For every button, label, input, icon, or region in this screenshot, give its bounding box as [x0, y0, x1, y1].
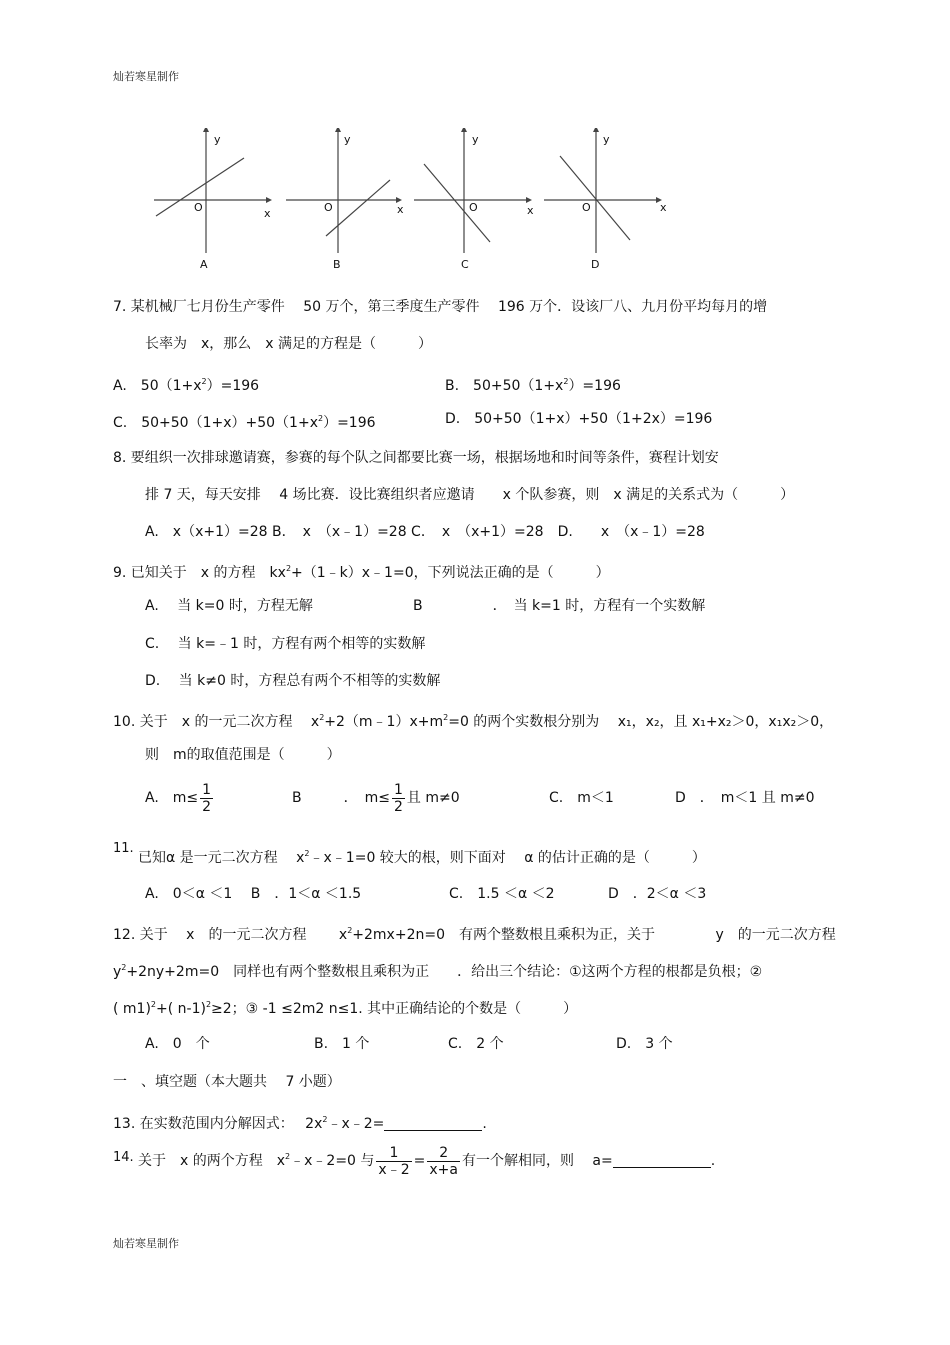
graph-b-caption: B	[333, 258, 341, 271]
q11-options-ab: A. 0＜α ＜1 B ．1＜α ＜1.5	[145, 886, 362, 902]
graph-d-x-label: x	[660, 201, 667, 214]
q13-answer-blank[interactable]	[384, 1116, 482, 1131]
q11-number: 11.	[113, 841, 134, 856]
graph-a-x-label: x	[264, 207, 271, 220]
graph-c-caption: C	[461, 258, 469, 271]
fraction-2-over-x-plus-a: $\frac{2}{x+a}$	[429, 1144, 458, 1178]
graph-d-y-label: y	[603, 133, 610, 146]
graph-a-y-label: y	[214, 133, 221, 146]
q9-option-c: C. 当 k=﹣1 时，方程有两个相等的实数解	[145, 636, 426, 652]
fraction-1-over-x-minus-2: $\frac{1}{x﹣2}$	[378, 1144, 410, 1178]
q12-option-d: D. 3 个	[616, 1036, 673, 1052]
graph-c-origin-label: O	[469, 201, 478, 214]
q10-option-a: A. m≤ $\frac{1}{2}$	[145, 781, 212, 815]
q11-option-c: C. 1.5 ＜α ＜2	[449, 886, 555, 902]
q7-option-a: A. $50(1+x^2)=196$	[113, 377, 260, 394]
q8-options: A. x（x+1）=28 B． x （x﹣1）=28 C． x （x+1）=28 D. x （x﹣1）=28	[145, 524, 705, 540]
graph-d-caption: D	[591, 258, 600, 271]
q10-option-d: D ． m＜1 且 m≠0	[675, 790, 815, 806]
q9-option-a: A. 当 k=0 时，方程无解	[145, 598, 313, 614]
graph-b-origin-label: O	[324, 201, 333, 214]
fraction-one-half: $\frac{1}{2}$	[202, 781, 212, 815]
q14-stem: 关于 x 的两个方程 $x^2﹣x﹣2=0$ 与 $\frac{1}{x﹣2}$ = $\frac{2}{x+a}$ 有一个解相同，则 a= .	[138, 1144, 716, 1178]
graph-c-y-label: y	[472, 133, 479, 146]
coordinate-graphs	[148, 128, 678, 278]
q7-option-d: D. 50+50（1+x）+50（1+2x）=196	[445, 411, 713, 427]
q11-stem: 已知α 是一元二次方程 $x^2﹣x﹣1=0$ 较大的根，则下面对 α 的估计正确的是（ ）	[138, 849, 706, 866]
q12-option-c: C. 2 个	[448, 1036, 504, 1052]
graph-d-line	[560, 156, 630, 240]
q7-stem-line2: 长率为 x，那么 x 满足的方程是（ ）	[145, 336, 433, 352]
q9-option-b: B ． 当 k=1 时，方程有一个实数解	[413, 598, 706, 614]
q7-stem-line1: 7. 某机械厂七月份生产零件 50 万个，第三季度生产零件 196 万个．设该厂八、九月份平均每月的增	[113, 299, 768, 315]
q9-option-d: D. 当 k≠0 时，方程总有两个不相等的实数解	[145, 673, 441, 689]
q12-option-a: A. 0 个	[145, 1036, 210, 1052]
q14-number: 14.	[113, 1150, 134, 1165]
graph-c-x-label: x	[527, 204, 534, 217]
graph-b-y-label: y	[344, 133, 351, 146]
q12-stem-line1: 12. 关于 x 的一元二次方程 $x^2+2mx+2n=0$ 有两个整数根且乘积为正，关于 y 的一元二次方程	[113, 926, 836, 943]
q7-option-b: B. $50+50(1+x^2)=196$	[445, 377, 621, 394]
q7-option-c: C. $50+50(1+x)+50(1+x^2)=196$	[113, 414, 376, 431]
graph-b-line	[326, 180, 390, 236]
q12-stem-line2: $y^2+2ny+2m=0$ 同样也有两个整数根且乘积为正 ．给出三个结论：①这两个方程的根都是负根；②	[113, 963, 763, 980]
graph-c-line	[424, 164, 490, 242]
q10-option-c: C. m＜1	[549, 790, 614, 806]
q10-option-b: B ． m≤ $\frac{1}{2}$ 且 m≠0	[292, 781, 460, 815]
q8-stem-line1: 8. 要组织一次排球邀请赛，参赛的每个队之间都要比赛一场，根据场地和时间等条件，赛程计划安	[113, 450, 719, 466]
q10-stem-line1: 10. 关于 x 的一元二次方程 $x^2+2(m﹣1)x+m^2=0$ 的两个实数根分别为 x₁，x₂，且 x₁+x₂＞0，x₁x₂＞0，	[113, 713, 834, 730]
q14-answer-blank[interactable]	[613, 1153, 711, 1168]
graph-a-caption: A	[200, 258, 208, 271]
page-footer: 灿若寒星制作	[113, 1237, 179, 1250]
q8-stem-line2: 排 7 天，每天安排 4 场比赛．设比赛组织者应邀请 x 个队参赛，则 x 满足的关系式为（ ）	[145, 487, 795, 503]
section-fill-in-blank-title: 一 、填空题（本大题共 7 小题）	[113, 1074, 341, 1090]
q9-stem: 9. 已知关于 x 的方程 $kx^2+(1﹣k)x﹣1=0$，下列说法正确的是（ ）	[113, 564, 610, 581]
q11-option-d: D ．2＜α ＜3	[608, 886, 707, 902]
q13: 13. 在实数范围内分解因式： $2x^2﹣x﹣2=$ .	[113, 1115, 487, 1132]
q12-option-b: B. 1 个	[314, 1036, 370, 1052]
graph-d-origin-label: O	[582, 201, 591, 214]
fraction-one-half: $\frac{1}{2}$	[393, 781, 403, 815]
page-header: 灿若寒星制作	[113, 70, 179, 83]
q12-stem-line3: ( m1)$^2$+( n-1)$^2$≥2；③ -1 ≤2m2 n≤1. 其中正确结论的个数是（ ）	[113, 1000, 578, 1017]
graph-a-origin-label: O	[194, 201, 203, 214]
graph-b-x-label: x	[397, 203, 404, 216]
q10-stem-line2: 则 m的取值范围是（ ）	[145, 747, 341, 763]
